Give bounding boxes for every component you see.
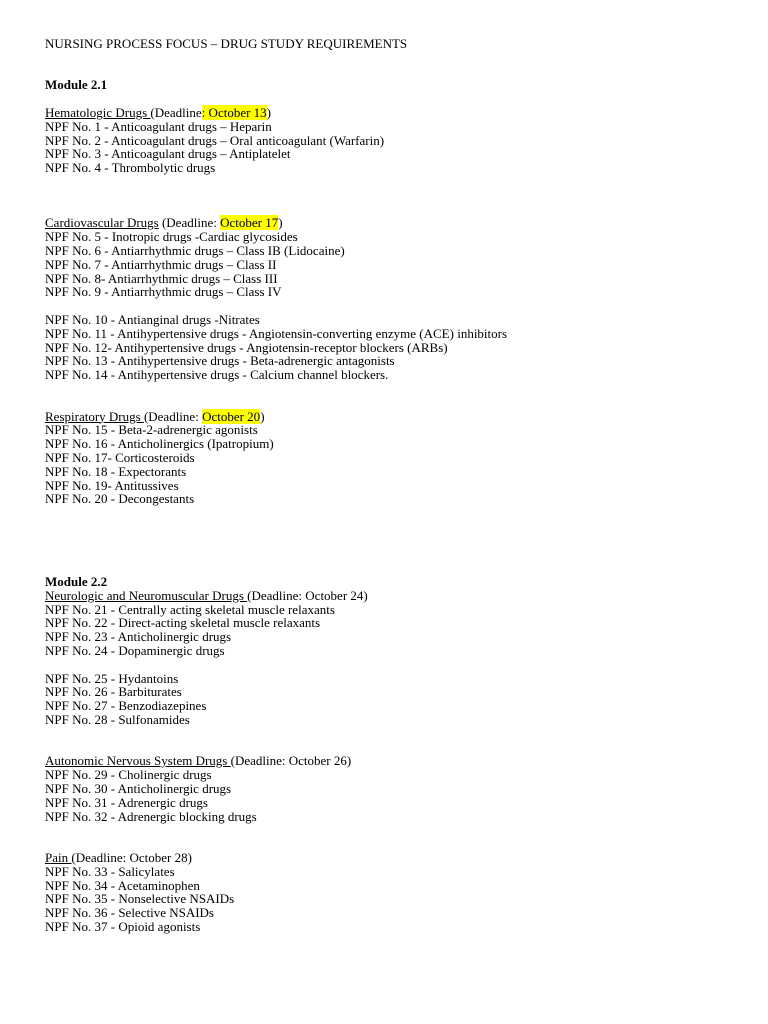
- pain-category: Pain: [45, 850, 72, 866]
- cardiovascular-list-b: [45, 313, 745, 382]
- list-item: NPF No. 18 - Expectorants: [45, 463, 187, 479]
- spacer: [45, 396, 745, 410]
- hematologic-deadline-suffix: ): [266, 104, 272, 120]
- respiratory-category: Respiratory Drugs: [45, 408, 144, 424]
- autonomic-category: Autonomic Nervous System Drugs: [45, 753, 231, 769]
- spacer: [45, 382, 745, 396]
- spacer: [45, 299, 745, 313]
- autonomic-section-heading: [45, 754, 745, 768]
- list-item: NPF No. 8- Antiarrhythmic drugs – Class III: [45, 270, 278, 286]
- spacer: [45, 51, 745, 65]
- hematologic-deadline-prefix: (Deadline: [150, 104, 202, 120]
- neuro-category: Neurologic and Neuromuscular Drugs: [45, 587, 248, 603]
- list-item: NPF No. 14 - Antihypertensive drugs - Calcium channel blockers.: [45, 367, 389, 383]
- neuro-list-a: [45, 603, 745, 658]
- list-item: NPF No. 19- Antitussives: [45, 477, 179, 493]
- respiratory-deadline-prefix: (Deadline:: [143, 408, 203, 424]
- cardiovascular-list-a: [45, 230, 745, 299]
- list-item: NPF No. 21 - Centrally acting skeletal muscle relaxants: [45, 601, 335, 617]
- list-item: NPF No. 11 - Antihypertensive drugs - Angiotensin-converting enzyme (ACE) inhibitors: [45, 325, 508, 341]
- list-item: NPF No. 17- Corticosteroids: [45, 449, 195, 465]
- list-item: NPF No. 31 - Adrenergic drugs: [45, 794, 208, 810]
- respiratory-deadline-suffix: ): [260, 408, 265, 424]
- spacer: [45, 506, 745, 520]
- hematologic-deadline-date: : October 13: [201, 104, 267, 120]
- list-item: NPF No. 34 - Acetaminophen: [45, 877, 200, 893]
- cardiovascular-deadline-date: October 17: [220, 215, 279, 231]
- pain-list: [45, 865, 745, 934]
- spacer: [45, 189, 745, 203]
- pain-section-heading: [45, 851, 745, 865]
- respiratory-section-heading: [45, 410, 745, 424]
- list-item: NPF No. 7 - Antiarrhythmic drugs – Class II: [45, 256, 277, 272]
- autonomic-list: [45, 768, 745, 823]
- spacer: [45, 658, 745, 672]
- list-item: NPF No. 6 - Antiarrhythmic drugs – Class IB (Lidocaine): [45, 242, 345, 258]
- hematologic-category: Hematologic Drugs: [45, 104, 151, 120]
- spacer: [45, 741, 745, 755]
- spacer: [45, 92, 745, 106]
- list-item: NPF No. 24 - Dopaminergic drugs: [45, 643, 225, 659]
- respiratory-list: [45, 423, 745, 506]
- cardiovascular-category: Cardiovascular Drugs: [45, 215, 159, 231]
- spacer: [45, 65, 745, 79]
- cardiovascular-deadline-suffix: ): [278, 215, 283, 231]
- list-item: NPF No. 5 - Inotropic drugs -Cardiac glycosides: [45, 229, 298, 245]
- list-item: NPF No. 27 - Benzodiazepines: [45, 698, 207, 714]
- spacer: [45, 561, 745, 575]
- spacer: [45, 823, 745, 837]
- list-item: NPF No. 23 - Anticholinergic drugs: [45, 629, 232, 645]
- list-item: NPF No. 4 - Thrombolytic drugs: [45, 160, 216, 176]
- spacer: [45, 727, 745, 741]
- list-item: NPF No. 25 - Hydantoins: [45, 670, 179, 686]
- spacer: [45, 175, 745, 189]
- list-item: NPF No. 37 - Opioid agonists: [45, 919, 201, 934]
- list-item: NPF No. 3 - Anticoagulant drugs – Antiplatelet: [45, 146, 291, 162]
- respiratory-deadline-date: October 20: [202, 408, 261, 424]
- list-item: NPF No. 30 - Anticholinergic drugs: [45, 781, 232, 797]
- spacer: [45, 837, 745, 851]
- pain-deadline: (Deadline: October 28): [71, 850, 192, 866]
- list-item: NPF No. 29 - Cholinergic drugs: [45, 767, 212, 783]
- neuro-deadline: (Deadline: October 24): [247, 587, 368, 603]
- list-item: NPF No. 2 - Anticoagulant drugs – Oral anticoagulant (Warfarin): [45, 132, 385, 148]
- list-item: NPF No. 1 - Anticoagulant drugs – Heparin: [45, 118, 272, 134]
- hematologic-section-heading: [45, 106, 745, 120]
- list-item: NPF No. 32 - Adrenergic blocking drugs: [45, 808, 257, 824]
- neuro-list-b: [45, 672, 745, 727]
- document-title: NURSING PROCESS FOCUS – DRUG STUDY REQUIREMENTS: [45, 36, 408, 51]
- cardiovascular-section-heading: [45, 216, 745, 230]
- list-item: NPF No. 22 - Direct-acting skeletal muscle relaxants: [45, 615, 321, 631]
- neuro-section-heading: [45, 589, 745, 603]
- list-item: NPF No. 26 - Barbiturates: [45, 684, 182, 700]
- list-item: NPF No. 35 - Nonselective NSAIDs: [45, 891, 235, 907]
- list-item: NPF No. 36 - Selective NSAIDs: [45, 905, 214, 921]
- spacer: [45, 547, 745, 561]
- hematologic-list: [45, 120, 745, 175]
- document-page: [45, 37, 745, 934]
- list-item: NPF No. 33 - Salicylates: [45, 863, 175, 879]
- autonomic-deadline: (Deadline: October 26): [230, 753, 352, 769]
- list-item: NPF No. 12- Antihypertensive drugs - Angiotensin-receptor blockers (ARBs): [45, 339, 448, 355]
- list-item: NPF No. 20 - Decongestants: [45, 491, 195, 507]
- module-2-1-heading: Module 2.1: [45, 77, 108, 93]
- list-item: NPF No. 16 - Anticholinergics (Ipatropium): [45, 436, 274, 452]
- spacer: [45, 534, 745, 548]
- cardiovascular-deadline-prefix: (Deadline:: [158, 215, 221, 231]
- list-item: NPF No. 9 - Antiarrhythmic drugs – Class IV: [45, 284, 282, 300]
- list-item: NPF No. 13 - Antihypertensive drugs - Beta-adrenergic antagonists: [45, 353, 395, 369]
- spacer: [45, 520, 745, 534]
- list-item: NPF No. 10 - Antianginal drugs -Nitrates: [45, 311, 260, 327]
- module-2-2-heading: Module 2.2: [45, 574, 108, 590]
- list-item: NPF No. 15 - Beta-2-adrenergic agonists: [45, 422, 258, 438]
- spacer: [45, 203, 745, 217]
- list-item: NPF No. 28 - Sulfonamides: [45, 712, 190, 728]
